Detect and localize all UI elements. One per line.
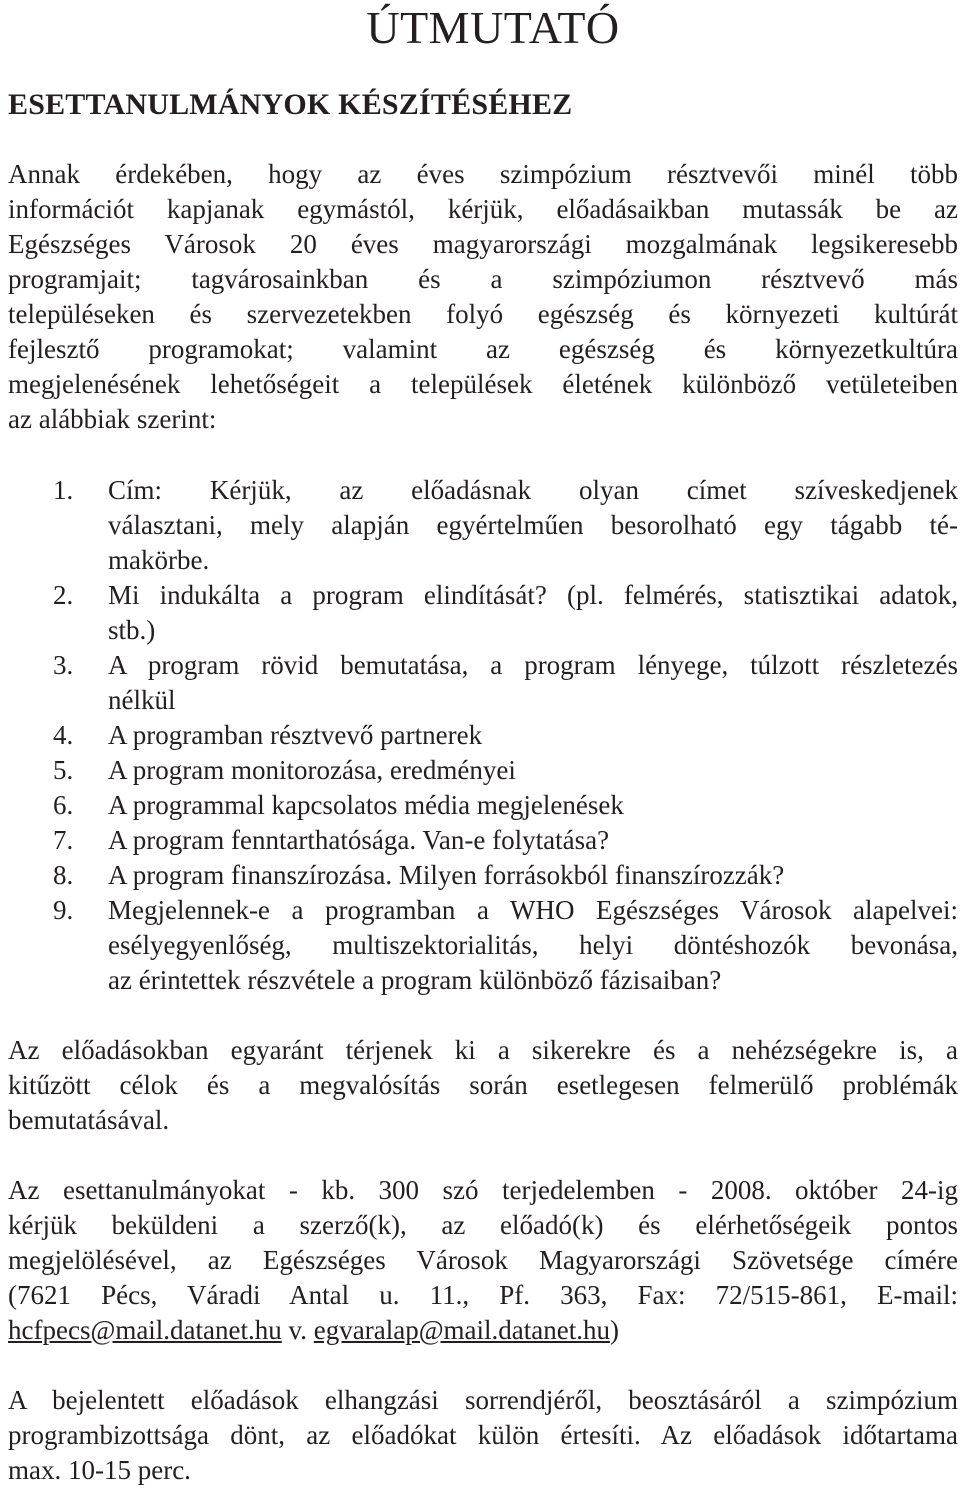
list-item-number: 2. xyxy=(53,580,74,610)
list-item xyxy=(8,648,958,718)
schedule-paragraph xyxy=(8,1383,958,1488)
text-line: kitűzött célok és a megvalósítás során esetlegesen felmerülő problémák xyxy=(8,1070,958,1100)
text-line: A program finanszírozása. Milyen forrásokból finanszírozzák? xyxy=(108,860,785,890)
text-line: információt kapjanak egymástól, kérjük, előadásaikban mutassák be az xyxy=(8,194,958,224)
text-line: stb.) xyxy=(108,615,156,645)
text-line: az érintettek részvétele a program különböző fázisaiban? xyxy=(108,965,722,995)
text-line: Annak érdekében, hogy az éves szimpózium résztvevői minél több xyxy=(8,159,958,189)
list-item xyxy=(8,718,958,753)
document-page xyxy=(8,0,958,1488)
list-item-number: 4. xyxy=(53,720,74,750)
email-line xyxy=(8,1313,958,1348)
email-separator: v. xyxy=(281,1315,314,1345)
list-item-number: 5. xyxy=(53,755,74,785)
closing-paren: ) xyxy=(610,1315,620,1345)
text-line: az alábbiak szerint: xyxy=(8,404,217,434)
text-line: választani, mely alapján egyértelműen besorolható egy tágabb té- xyxy=(108,510,958,540)
submission-paragraph xyxy=(8,1173,958,1348)
text-line: Az esettanulmányokat - kb. 300 szó terjedelemben - 2008. október 24-ig xyxy=(8,1175,958,1205)
list-item-number: 9. xyxy=(53,895,74,925)
list-item xyxy=(8,788,958,823)
text-line: megjelölésével, az Egészséges Városok Magyarországi Szövetsége címére xyxy=(8,1245,958,1275)
list-item xyxy=(8,823,958,858)
intro-paragraph xyxy=(8,157,958,437)
success-difficulty-paragraph xyxy=(8,1033,958,1138)
text-line: A program rövid bemutatása, a program lényege, túlzott részletezés xyxy=(108,650,958,680)
list-item-number: 8. xyxy=(53,860,74,890)
text-line: makörbe. xyxy=(108,545,210,575)
list-item xyxy=(8,753,958,788)
text-line: megjelenésének lehetőségeit a települések életének különböző vetületeiben xyxy=(8,369,958,399)
text-line: Cím: Kérjük, az előadásnak olyan címet szíveskedjenek xyxy=(108,475,958,505)
text-line: településeken és szervezetekben folyó egészség és környezeti kultúrát xyxy=(8,299,958,329)
text-line: A program fenntarthatósága. Van-e folytatása? xyxy=(108,825,610,855)
text-line: Egészséges Városok 20 éves magyarországi mozgalmának legsikeresebb xyxy=(8,229,958,259)
page-subtitle: ESETTANULMÁNYOK KÉSZÍTÉSÉHEZ xyxy=(8,88,573,121)
text-line: A programban résztvevő partnerek xyxy=(108,720,483,750)
list-item-number: 1. xyxy=(53,475,74,505)
text-line: A programmal kapcsolatos média megjelenések xyxy=(108,790,624,820)
text-line: kérjük beküldeni a szerző(k), az előadó(k) és elérhetőségeik pontos xyxy=(8,1210,958,1240)
text-line: max. 10-15 perc. xyxy=(8,1455,191,1485)
text-line: Az előadásokban egyaránt térjenek ki a sikerekre és a nehézségekre is, a xyxy=(8,1035,958,1065)
text-line: programjait; tagvárosainkban és a szimpóziumon résztvevő más xyxy=(8,264,958,294)
list-item xyxy=(8,578,958,648)
list-item xyxy=(8,473,958,578)
text-line: programbizottsága dönt, az előadókat külön értesíti. Az előadások időtartama xyxy=(8,1420,958,1450)
text-line: bemutatásával. xyxy=(8,1105,170,1135)
list-item-number: 3. xyxy=(53,650,74,680)
list-item-number: 7. xyxy=(53,825,74,855)
page-title: ÚTMUTATÓ xyxy=(366,2,620,53)
text-line: Megjelennek-e a programban a WHO Egészséges Városok alapelvei: xyxy=(108,895,958,925)
text-line: Mi indukálta a program elindítását? (pl. felmérés, statisztikai adatok, xyxy=(108,580,958,610)
list-item xyxy=(8,893,958,998)
guideline-list xyxy=(8,473,958,998)
email-link-hcfpecs[interactable]: hcfpecs@mail.datanet.hu xyxy=(8,1315,282,1345)
text-line: A program monitorozása, eredményei xyxy=(108,755,516,785)
text-line: esélyegyenlőség, multiszektorialitás, helyi döntéshozók bevonása, xyxy=(108,930,958,960)
text-line: (7621 Pécs, Váradi Antal u. 11., Pf. 363, Fax: 72/515-861, E-mail: xyxy=(8,1280,958,1310)
list-item-number: 6. xyxy=(53,790,74,820)
text-line: A bejelentett előadások elhangzási sorrendjéről, beosztásáról a szimpózium xyxy=(8,1385,958,1415)
text-line: nélkül xyxy=(108,685,176,715)
email-link-egvaralap[interactable]: egvaralap@mail.datanet.hu xyxy=(313,1315,611,1345)
text-line: fejlesztő programokat; valamint az egészség és környezetkultúra xyxy=(8,334,958,364)
list-item xyxy=(8,858,958,893)
